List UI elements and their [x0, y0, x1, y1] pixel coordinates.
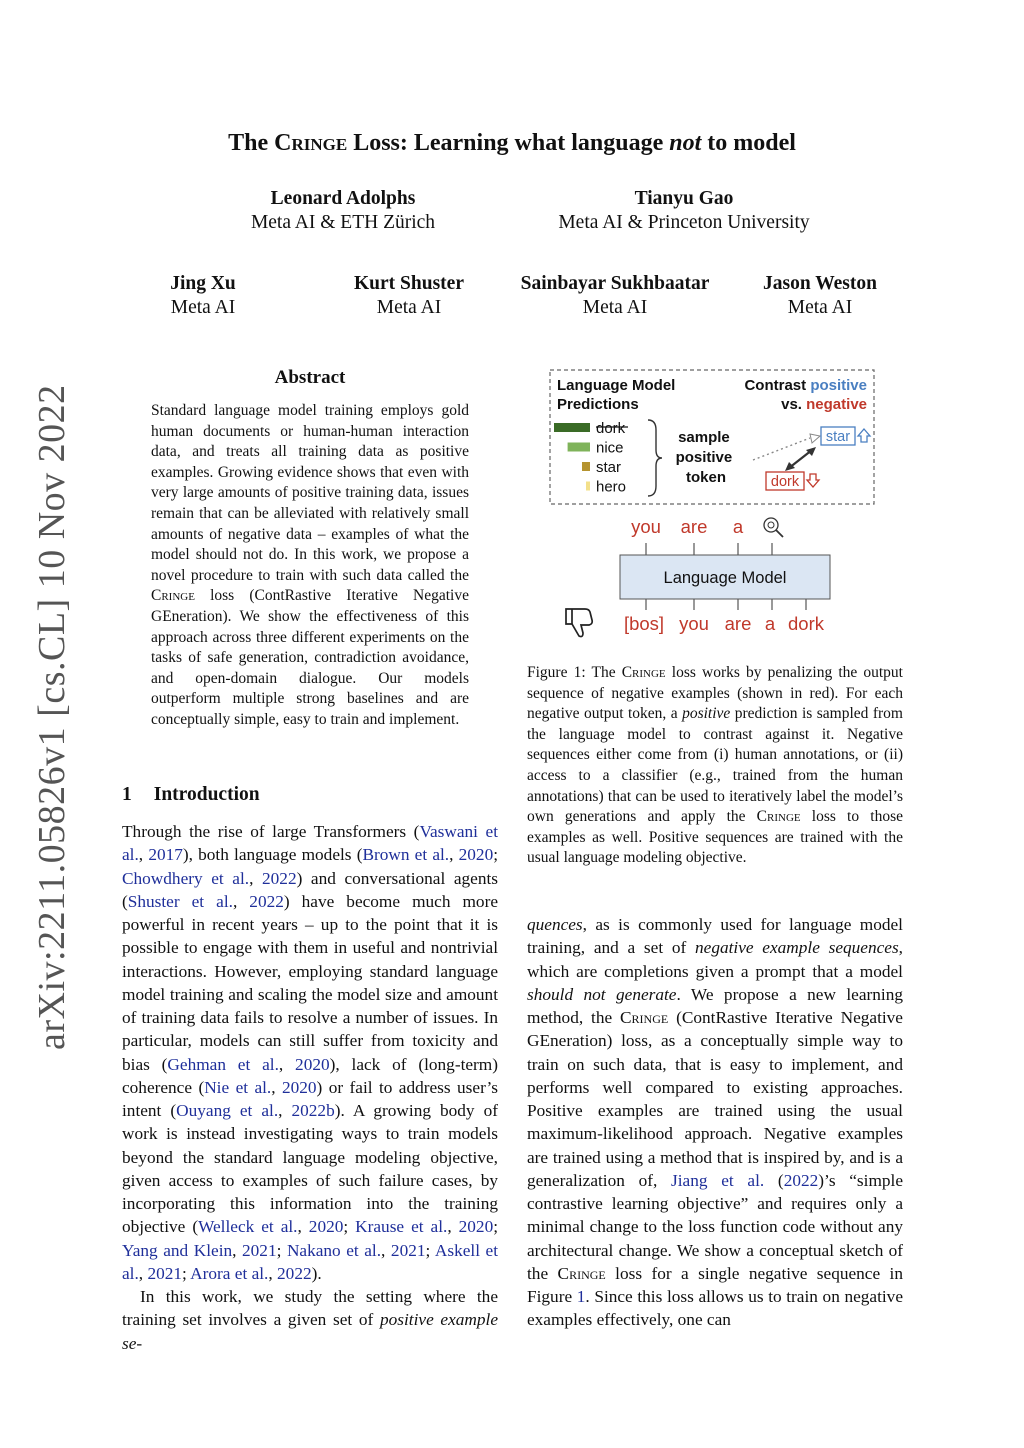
author-block [534, 187, 834, 235]
author-block [329, 272, 489, 320]
prediction-token: dork [596, 420, 626, 437]
citation-link[interactable]: Jiang et al. [671, 1170, 765, 1190]
author-block [203, 187, 483, 235]
intro-paragraph: In this work, we study the setting where the training set involves a given set of positive example se- [122, 1287, 498, 1353]
citation-link[interactable]: 2020 [308, 1217, 344, 1237]
citation-link[interactable]: 2020 [295, 1054, 330, 1074]
citation-link[interactable]: 2021 [242, 1240, 277, 1260]
citation-link[interactable]: Krause et al. [355, 1217, 448, 1237]
citation-link[interactable]: Askell et al. [122, 1240, 499, 1283]
author-block [505, 272, 725, 320]
prediction-token: star [596, 459, 622, 476]
citation-link[interactable]: 2022 [262, 868, 297, 888]
arxiv-stamp: arXiv:2211.05826v1 [cs.CL] 10 Nov 2022 [31, 384, 73, 1050]
author-affiliation: Meta AI [787, 297, 853, 318]
citation-link[interactable]: 2022 [783, 1170, 819, 1190]
input-token: a [764, 613, 776, 634]
citation-link[interactable]: Nakano et al. [286, 1240, 382, 1260]
citation-link[interactable]: Shuster et al. [127, 891, 233, 911]
citation-link[interactable]: Ouyang et al. [176, 1101, 279, 1120]
brace-icon [648, 420, 662, 496]
sample-dotted-arrow [753, 438, 810, 460]
input-token: you [679, 613, 709, 634]
input-token: dork [788, 613, 824, 634]
contrast-arrow [789, 450, 812, 468]
citation-link[interactable]: 2017 [148, 845, 183, 865]
figure-caption: Figure 1: The Cringe loss works by penalizing the output sequence of negative examples (shown in red). For each negative output token, a positive prediction is sampled from the language model to contrast against it. Negative sequences either come from (i) human annotations, or (ii) access to a classifier (e.g., trained from the human annotations) that can be used to iteratively label the model’s own generations and apply the Cringe loss to those examples as well. Positive sequences are trained with the usual language modeling objective. [527, 664, 903, 867]
probability-bar [582, 462, 590, 471]
citation-link[interactable]: 2021 [390, 1240, 426, 1260]
citation-link[interactable]: 2022 [277, 1263, 312, 1283]
citation-link[interactable]: 2022b [291, 1101, 335, 1120]
author-block [128, 272, 278, 320]
author-affiliation: Meta AI & Princeton University [558, 212, 810, 233]
citation-link[interactable]: Arora et al. [190, 1263, 269, 1283]
citation-link[interactable]: Welleck et al. [198, 1217, 298, 1237]
intro-right-column: quences, as is commonly used for language model training, and a set of negative example sequences, which are completions given a prompt that a model should not generate. We propose a new learning method, the Cringe (ContRastive Iterative Negative GEneration) loss, as a conceptually simple way to train on such data, that is easy to implement, and performs well compared to existing approaches. Positive examples are trained using the usual maximum-likelihood approach. Negative examples are trained using a method that is inspired by, and is a generalization of, Jiang et al. (2022)’s “simple contrastive learning objective” and requires only a minimal change to the loss function code without any architectural change. We show a conceptual sketch of the Cringe loss for a single negative sequence in Figure 1. Since this loss allows us to train on negative examples effectively, one can [527, 915, 904, 1330]
author-name: Leonard Adolphs [270, 188, 416, 209]
lm-predictions-label-2: Predictions [557, 396, 639, 413]
vs-negative-label: vs. negative [781, 396, 867, 413]
prediction-bars [554, 423, 590, 491]
citation-link[interactable]: Gehman et al. [167, 1054, 279, 1074]
paper-title: The Cringe Loss: Learning what language not to model [228, 130, 796, 156]
intro-paragraph: Through the rise of large Transformers (Vaswani et al., 2017), both language models (Brown et al., 2020; Chowdhery et al., 2022) and conversational agents (Shuster et al., 2022) have become much more powerful in recent years – up to the point that it is possible to engage with them in useful and nontrivial interactions. However, employing standard language model training and scaling the model size and amount of training data fails to resolve a number of issues. In particular, models can still suffer from toxicity and bias (Gehman et al., 2020), lack of (long-term) coherence (Nie et al., 2020) or fail to address user’s intent (Ouyang et al., 2022b). A growing body of work is instead investigating ways to train models beyond the standard language modeling objective, given access to examples of such failure cases, by incorporating this information into the training objective (Welleck et al., 2020; Krause et al., 2020; Yang and Klein, 2021; Nakano et al., 2021; Askell et al., 2021; Arora et al., 2022). [122, 822, 499, 1283]
negative-token: dork [770, 474, 800, 490]
author-name: Jing Xu [170, 273, 236, 294]
intro-left-column [122, 820, 498, 1355]
positive-token: star [825, 429, 851, 445]
abstract-body: Standard language model training employs gold human documents or human-human interaction data, and treats all training data as positive examples. Growing evidence shows that even with very large amounts of positive training data, issues remain that can be alleviated with relatively small amounts of negative data – examples of what the model should not do. In this work, we propose a novel procedure to train with such data called the Cringe loss (ContRastive Iterative Negative GEneration). We show the effectiveness of this approach across three different experiments on the tasks of safe generation, contradiction avoidance, and open-domain dialogue. Our models outperform multiple strong baselines and are conceptually simple, easy to train and implement. [151, 402, 469, 728]
dotted-arrow-head [810, 434, 820, 443]
citation-link[interactable]: 2020 [281, 1077, 317, 1097]
probability-bar [586, 482, 590, 491]
citation-link[interactable]: 2022 [249, 891, 284, 911]
author-name: Jason Weston [763, 273, 877, 294]
section-heading: 1 Introduction [122, 784, 260, 805]
citation-link[interactable]: Chowdhery et al. [122, 868, 250, 888]
sample-positive-token-label: sample positive token [675, 429, 733, 486]
abstract-heading: Abstract [274, 367, 346, 388]
author-affiliation: Meta AI [170, 297, 236, 318]
citation-link[interactable]: Vaswani et al. [122, 822, 499, 865]
language-model-label: Language Model [663, 569, 787, 587]
author-name: Kurt Shuster [354, 273, 464, 294]
probability-bar [554, 423, 590, 432]
prediction-token: nice [596, 439, 624, 457]
author-affiliation: Meta AI [376, 297, 442, 318]
author-name: Tianyu Gao [634, 188, 734, 209]
input-token: [bos] [623, 613, 665, 634]
probability-bar [568, 443, 590, 452]
citation-link[interactable]: Nie et al. [204, 1077, 272, 1097]
output-token: you [631, 516, 661, 537]
up-arrow-icon [858, 429, 870, 442]
thumbs-down-icon [566, 609, 592, 637]
prediction-tokens [596, 420, 626, 496]
author-affiliation: Meta AI & ETH Zürich [250, 212, 436, 233]
prediction-token: hero [596, 478, 627, 496]
input-token: are [724, 613, 752, 634]
citation-link[interactable]: Yang and Klein [122, 1240, 233, 1260]
lm-predictions-label-1: Language Model [557, 377, 676, 394]
down-arrow-icon [807, 474, 819, 487]
citation-link[interactable]: 2021 [147, 1263, 182, 1283]
citation-link[interactable]: Brown et al. [362, 845, 450, 865]
citation-link[interactable]: 2020 [458, 845, 494, 865]
figure-ref-link[interactable]: 1 [576, 1287, 586, 1306]
author-affiliation: Meta AI [582, 297, 648, 318]
citation-link[interactable]: 2020 [458, 1217, 494, 1237]
input-tokens [624, 613, 825, 634]
cringe-figure [548, 368, 878, 640]
author-name: Sainbayar Sukhbaatar [520, 273, 710, 294]
contrast-label: Contrast positive [744, 377, 867, 394]
output-token: a [732, 516, 744, 537]
output-token: are [680, 516, 708, 537]
magnifier-icon [764, 518, 783, 537]
output-tokens [631, 516, 744, 537]
author-block [745, 272, 895, 320]
